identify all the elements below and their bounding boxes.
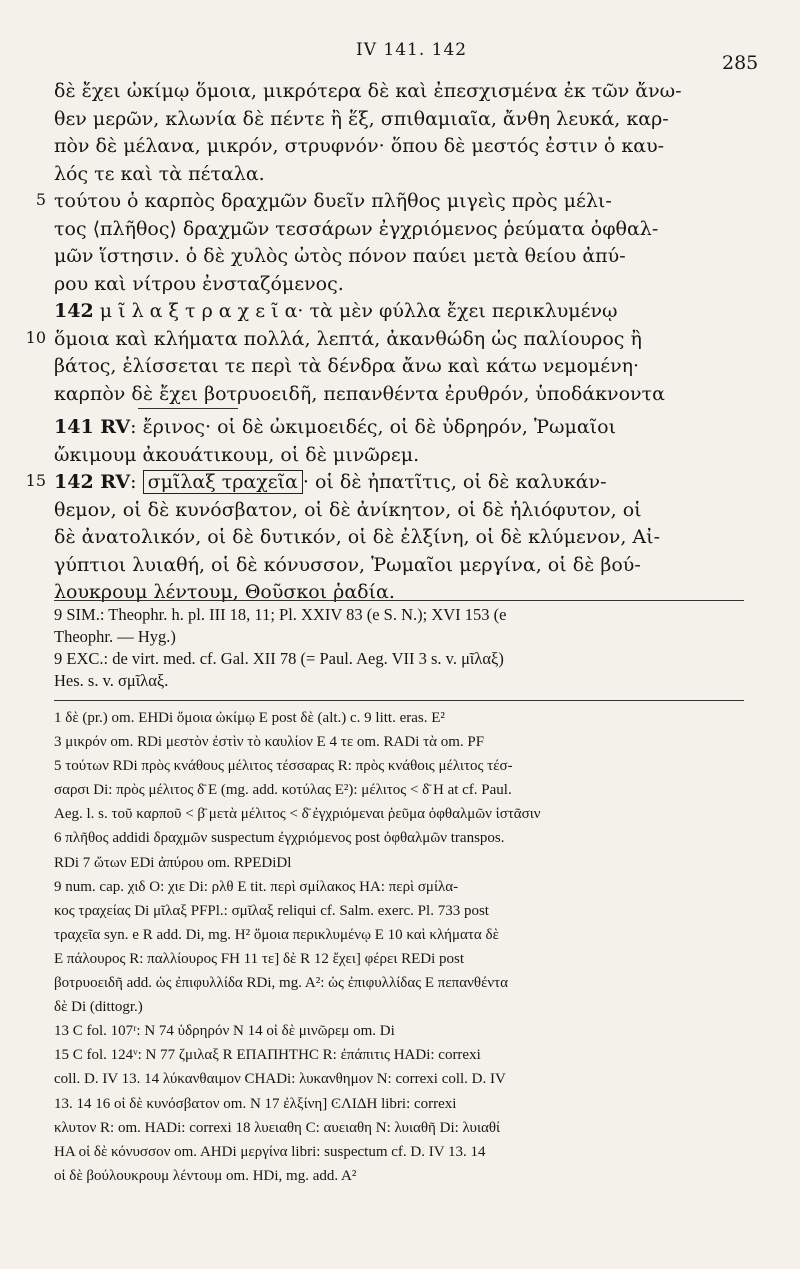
apparatus-line: E πάλουρος R: παλλίουρος FH 11 τε] δὲ R 12 ἔχει] φέρει REDi post [54, 950, 465, 967]
text-line [54, 383, 744, 411]
apparatus-line: οἱ δὲ βούλουκρουμ λέντουμ om. HDi, mg. add. A² [54, 1167, 357, 1184]
text-segment: θεν μερῶν, κλωνία δὲ πέντε ἢ ἕξ, σπιθαμιαῖα, ἄνθη λευκά, καρ- [54, 107, 669, 130]
apparatus-line: 15 C fol. 124ᵛ: N 77 ζμιλαξ R ΕΠΑΠΗΤΗϹ R: ἐπάπιτις HADi: correxi [54, 1047, 481, 1064]
main-text [25, 80, 744, 609]
text-line [35, 190, 744, 218]
text-segment: βάτος, ἑλίσσεται τε περὶ τὰ δένδρα ἄνω καὶ κάτω νεμομένη· [54, 355, 640, 377]
text-segment: θεμον, οἱ δὲ κυνόσβατον, οἱ δὲ ἀνίκητον, οἱ δὲ ἡλιόφυτον, οἱ [54, 498, 642, 521]
text-segment: μῶν ἵστησιν. ὁ δὲ χυλὸς ὠτὸς πόνον παύει μετὰ θείου ἀπύ- [54, 245, 626, 267]
line-text [54, 190, 612, 212]
text-line [54, 355, 744, 383]
apparatus-line: Hes. s. v. σμῖλαξ. [54, 671, 169, 690]
line-text [54, 355, 639, 377]
line-text [54, 108, 669, 130]
apparatus-line: 9 num. cap. χιδ O: χιε Di: ρλθ E tit. περὶ σμίλακος HA: περὶ σμίλα- [54, 878, 459, 895]
apparatus-line: δὲ Di (dittogr.) [54, 999, 143, 1016]
line-number: 10 [25, 327, 46, 347]
text-segment: λός τε καὶ τὰ πέταλα. [54, 162, 265, 185]
apparatus-line: RDi 7 ὤτων EDi ἀπύρου om. RPEDiDl [54, 854, 292, 871]
line-text [54, 471, 607, 493]
apparatus-rule [54, 600, 744, 601]
sim-apparatus [54, 604, 744, 692]
apparatus-line: 5 τούτων RDi πρὸς κνάθους μέλιτος τέσσαρας R: πρὸς κνάθοις μέλιτος τέσ- [54, 758, 513, 775]
text-segment: : ἔρινος· οἱ δὲ ὠκιμοειδές, οἱ δὲ ὑδρηρόν, Ῥωμαῖοι [130, 416, 617, 438]
apparatus-line: 9 SIM.: Theophr. h. pl. III 18, 11; Pl. XXIV 83 (e S. N.); XVI 153 (e [54, 605, 507, 624]
apparatus-line: HA οἱ δὲ κόνυσσον om. AHDi μεργίνα libri: suspectum cf. D. IV 13. 14 [54, 1143, 486, 1160]
apparatus-line: βοτρυοειδῆ add. ὡς ἐπιφυλλίδα RDi, mg. A²: ὡς ἐπιφυλλίδας E πεπανθέντα [54, 975, 509, 992]
line-number: 15 [25, 471, 46, 490]
apparatus-line: 9 EXC.: de virt. med. cf. Gal. XII 78 (= Paul. Aeg. VII 3 s. v. μῖλαξ) [54, 649, 504, 668]
text-segment: λουκρουμ λέντουμ, Θοῦσκοι ῥαδία. [54, 581, 395, 603]
page-header [0, 40, 800, 74]
line-text [54, 526, 660, 548]
apparatus-line: 1 δὲ (pr.) om. EHDi ὅμοια ὠκίμῳ E post δὲ (alt.) c. 9 litt. eras. E² [54, 710, 445, 726]
text-segment: : [130, 471, 143, 493]
text-line [54, 444, 744, 472]
line-text [54, 444, 419, 466]
text-segment: μ ῖ λ α ξ τ ρ α χ ε ῖ α· τὰ μὲν φύλλα ἔχει περικλυμένῳ [93, 300, 618, 322]
text-line [54, 416, 744, 444]
line-text [54, 245, 626, 267]
apparatus-line: τραχεῖα syn. e R add. Di, mg. H² ὅμοια περικλυμένῳ E 10 καὶ κλήματα δὲ [54, 926, 499, 943]
text-line [54, 80, 744, 108]
text-segment: δὲ ἀνατολικόν, οἱ δὲ δυτικόν, οἱ δὲ ἐλξίνη, οἱ δὲ κλύμενον, Αἰ- [54, 526, 661, 548]
apparatus-line: 13 C fol. 107ʳ: N 74 ὑδρηρόν N 14 οἱ δὲ μινῶρεμ om. Di [54, 1023, 395, 1040]
text-segment: τος ⟨πλῆθος⟩ δραχμῶν τεσσάρων ἐγχριόμενος ῥεύματα ὀφθαλ- [54, 217, 659, 240]
line-text [54, 80, 682, 102]
text-segment: πὸν δὲ μέλανα, μικρόν, στρυφνόν· ὅπου δὲ μεστός ἐστιν ὁ καυ- [54, 135, 665, 157]
line-text [54, 218, 658, 240]
running-head: IV 141. 142 [356, 40, 468, 60]
chapter-number: 141 RV [54, 416, 131, 438]
apparatus-line: 6 πλῆθος addidi δραχμῶν suspectum ἐγχριόμενος post ὀφθαλμῶν transpos. [54, 830, 505, 847]
text-line [54, 499, 744, 527]
text-segment: καρπὸν δὲ ἔχει βοτρυοειδῆ, πεπανθέντα ἐρυθρόν, ὑποδάκνοντα [54, 382, 665, 405]
section-rule [138, 408, 238, 409]
apparatus-line: Aeg. l. s. τοῦ καρποῦ < β̄ μετὰ μέλιτος < δ̄ ἐγχριόμεναι ῥεῦμα ὀφθαλμῶν ἱστᾶσιν [54, 806, 541, 823]
line-text [54, 383, 665, 405]
text-segment: ὅμοια καὶ κλήματα πολλά, λεπτά, ἀκανθώδη ὡς παλίουρος ἢ [54, 327, 642, 350]
text-line [54, 245, 744, 273]
text-line [54, 526, 744, 554]
apparatus-line: σαρσι Di: πρὸς μέλιτος δ̄ E (mg. add. κοτύλας E²): μέλιτος < δ̄ H at cf. Paul. [54, 782, 512, 799]
text-line [54, 554, 744, 582]
apparatus-line: 13. 14 16 οἱ δὲ κυνόσβατον om. N 17 ἐλξίνη] ϾΛΙΔΗ libri: correxi [54, 1095, 457, 1112]
text-segment: γύπτιοι λυιαθή, οἱ δὲ κόνυσσον, Ῥωμαῖοι μεργίνα, οἱ δὲ βού- [54, 553, 641, 576]
line-text [54, 300, 618, 322]
apparatus-line: 3 μικρόν om. RDi μεστὸν ἐστὶν τὸ καυλίον E 4 τε om. RADi τὰ om. PF [54, 734, 485, 751]
apparatus-line: coll. D. IV 13. 14 λύκανθαιμον CHADi: λυκανθημον N: correxi coll. D. IV [54, 1071, 506, 1088]
text-line [54, 273, 744, 301]
text-line [25, 327, 744, 356]
text-segment: · οἱ δὲ ἠπατῖτις, οἱ δὲ καλυκάν- [302, 471, 607, 493]
text-segment: ρου καὶ νίτρου ἐνσταζόμενος. [54, 272, 344, 295]
line-text [54, 328, 642, 350]
text-line [25, 471, 744, 499]
line-text [54, 163, 265, 185]
line-number: 5 [35, 190, 46, 209]
line-text [54, 499, 642, 521]
text-line [54, 135, 744, 163]
apparatus-line: κλυτον R: om. HADi: correxi 18 λυειαθη C: αυειαθη N: λυιαθῆ Di: λυιαθί [54, 1119, 501, 1136]
text-segment: δὲ ἔχει ὠκίμῳ ὅμοια, μικρότερα δὲ καὶ ἐπεσχισμένα ἐκ τῶν ἄνω- [54, 80, 682, 102]
text-line [54, 108, 744, 136]
apparatus-line: Theophr. — Hyg.) [54, 627, 176, 646]
line-text [54, 135, 664, 157]
text-line [54, 300, 744, 328]
chapter-number: 142 [54, 300, 94, 322]
apparatus-rule-2 [54, 700, 744, 701]
text-line [54, 163, 744, 191]
text-segment: τούτου ὁ καρπὸς δραχμῶν δυεῖν πλῆθος μιγεὶς πρὸς μέλι- [54, 190, 612, 212]
boxed-lemma: σμῖλαξ τραχεῖα [143, 470, 303, 494]
critical-apparatus [54, 706, 744, 1188]
text-line [54, 218, 744, 246]
chapter-number: 142 RV [54, 471, 131, 493]
line-text [54, 416, 616, 438]
text-segment: ὤκιμουμ ἀκουάτικουμ, οἱ δὲ μινῶρεμ. [54, 443, 420, 466]
page-number: 285 [722, 52, 759, 74]
apparatus-line: κος τραχείας Di μῖλαξ PFPl.: σμῖλαξ reliqui cf. Salm. exerc. Pl. 733 post [54, 902, 489, 919]
line-text [54, 273, 344, 295]
line-text [54, 554, 641, 576]
